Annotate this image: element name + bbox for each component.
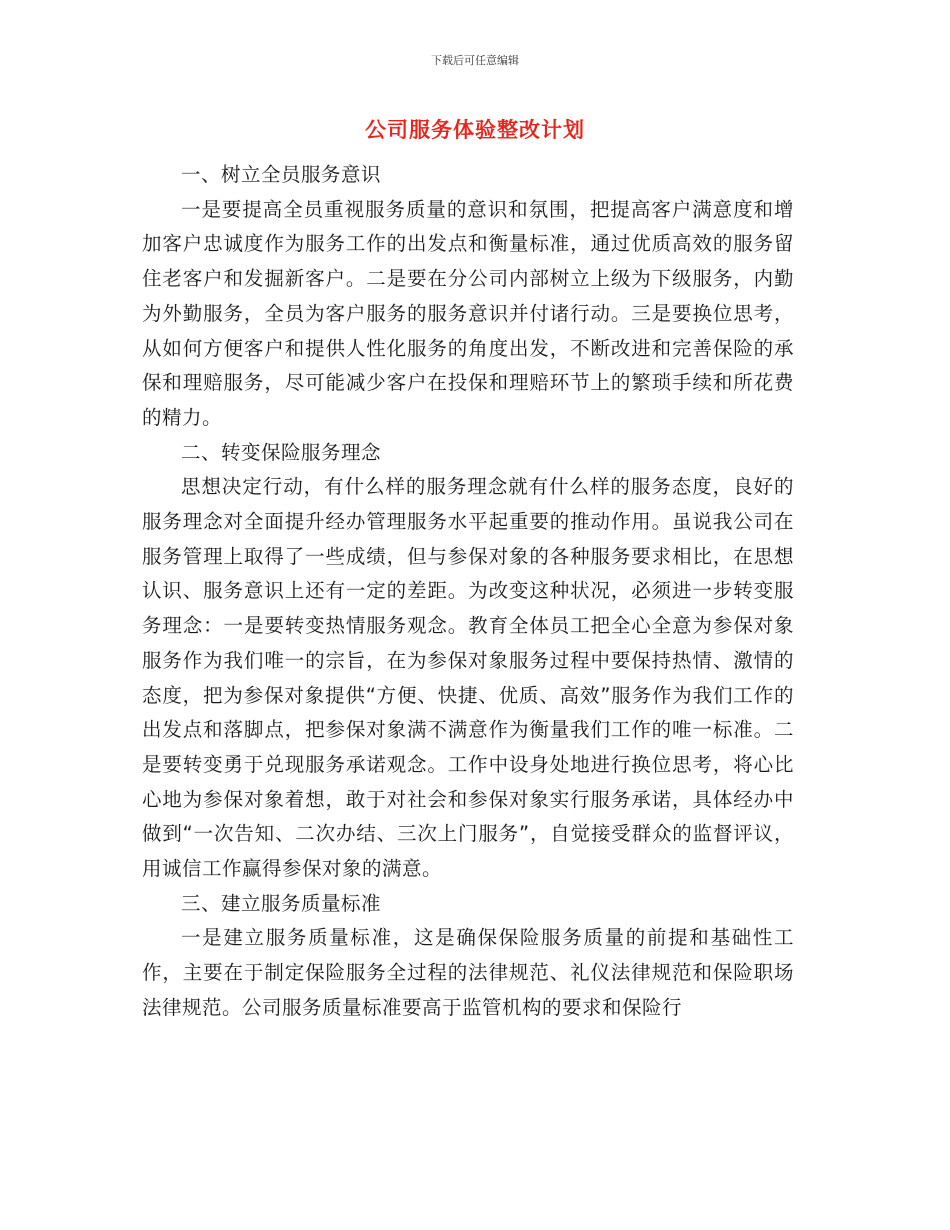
paragraph-3: 一是建立服务质量标准，这是确保保险服务质量的前提和基础性工作，主要在于制定保险服务全过程的法律规范、礼仪法律规范和保险职场法律规范。公司服务质量标准要高于监管机构的要求和保险行 xyxy=(142,926,794,1019)
paragraph-1: 一是要提高全员重视服务质量的意识和氛围，把提高客户满意度和增加客户忠诚度作为服务工作的出发点和衡量标准，通过优质高效的服务留住老客户和发掘新客户。二是要在分公司内部树立上级为下级服务，内勤为外勤服务，全员为客户服务的服务意识并付诸行动。三是要换位思考，从如何方便客户和提供人性化服务的角度出发，不断改进和完善保险的承保和理赔服务，尽可能减少客户在投保和理赔环节上的繁琐手续和所花费的精力。 xyxy=(142,197,794,429)
section-heading-2: 二、转变保险服务理念 xyxy=(181,440,382,464)
document-title: 公司服务体验整改计划 xyxy=(365,118,585,142)
header-note: 下载后可任意编辑 xyxy=(431,54,519,67)
section-heading-3: 三、建立服务质量标准 xyxy=(181,891,382,915)
document-body xyxy=(142,158,794,1026)
paragraph-2: 思想决定行动，有什么样的服务理念就有什么样的服务态度，良好的服务理念对全面提升经办管理服务水平起重要的推动作用。虽说我公司在服务管理上取得了一些成绩，但与参保对象的各种服务要求相比，在思想认识、服务意识上还有一定的差距。为改变这种状况，必须进一步转变服务理念：一是要转变热情服务观念。教育全体员工把全心全意为参保对象服务作为我们唯一的宗旨，在为参保对象服务过程中要保持热情、激情的态度，把为参保对象提供“方便、快捷、优质、高效”服务作为我们工作的出发点和落脚点，把参保对象满不满意作为衡量我们工作的唯一标准。二是要转变勇于兑现服务承诺观念。工作中设身处地进行换位思考，将心比心地为参保对象着想，敢于对社会和参保对象实行服务承诺，具体经办中做到“一次告知、二次办结、三次上门服务”，自觉接受群众的监督评议，用诚信工作赢得参保对象的满意。 xyxy=(142,475,794,881)
section-heading-1: 一、树立全员服务意识 xyxy=(181,163,382,186)
